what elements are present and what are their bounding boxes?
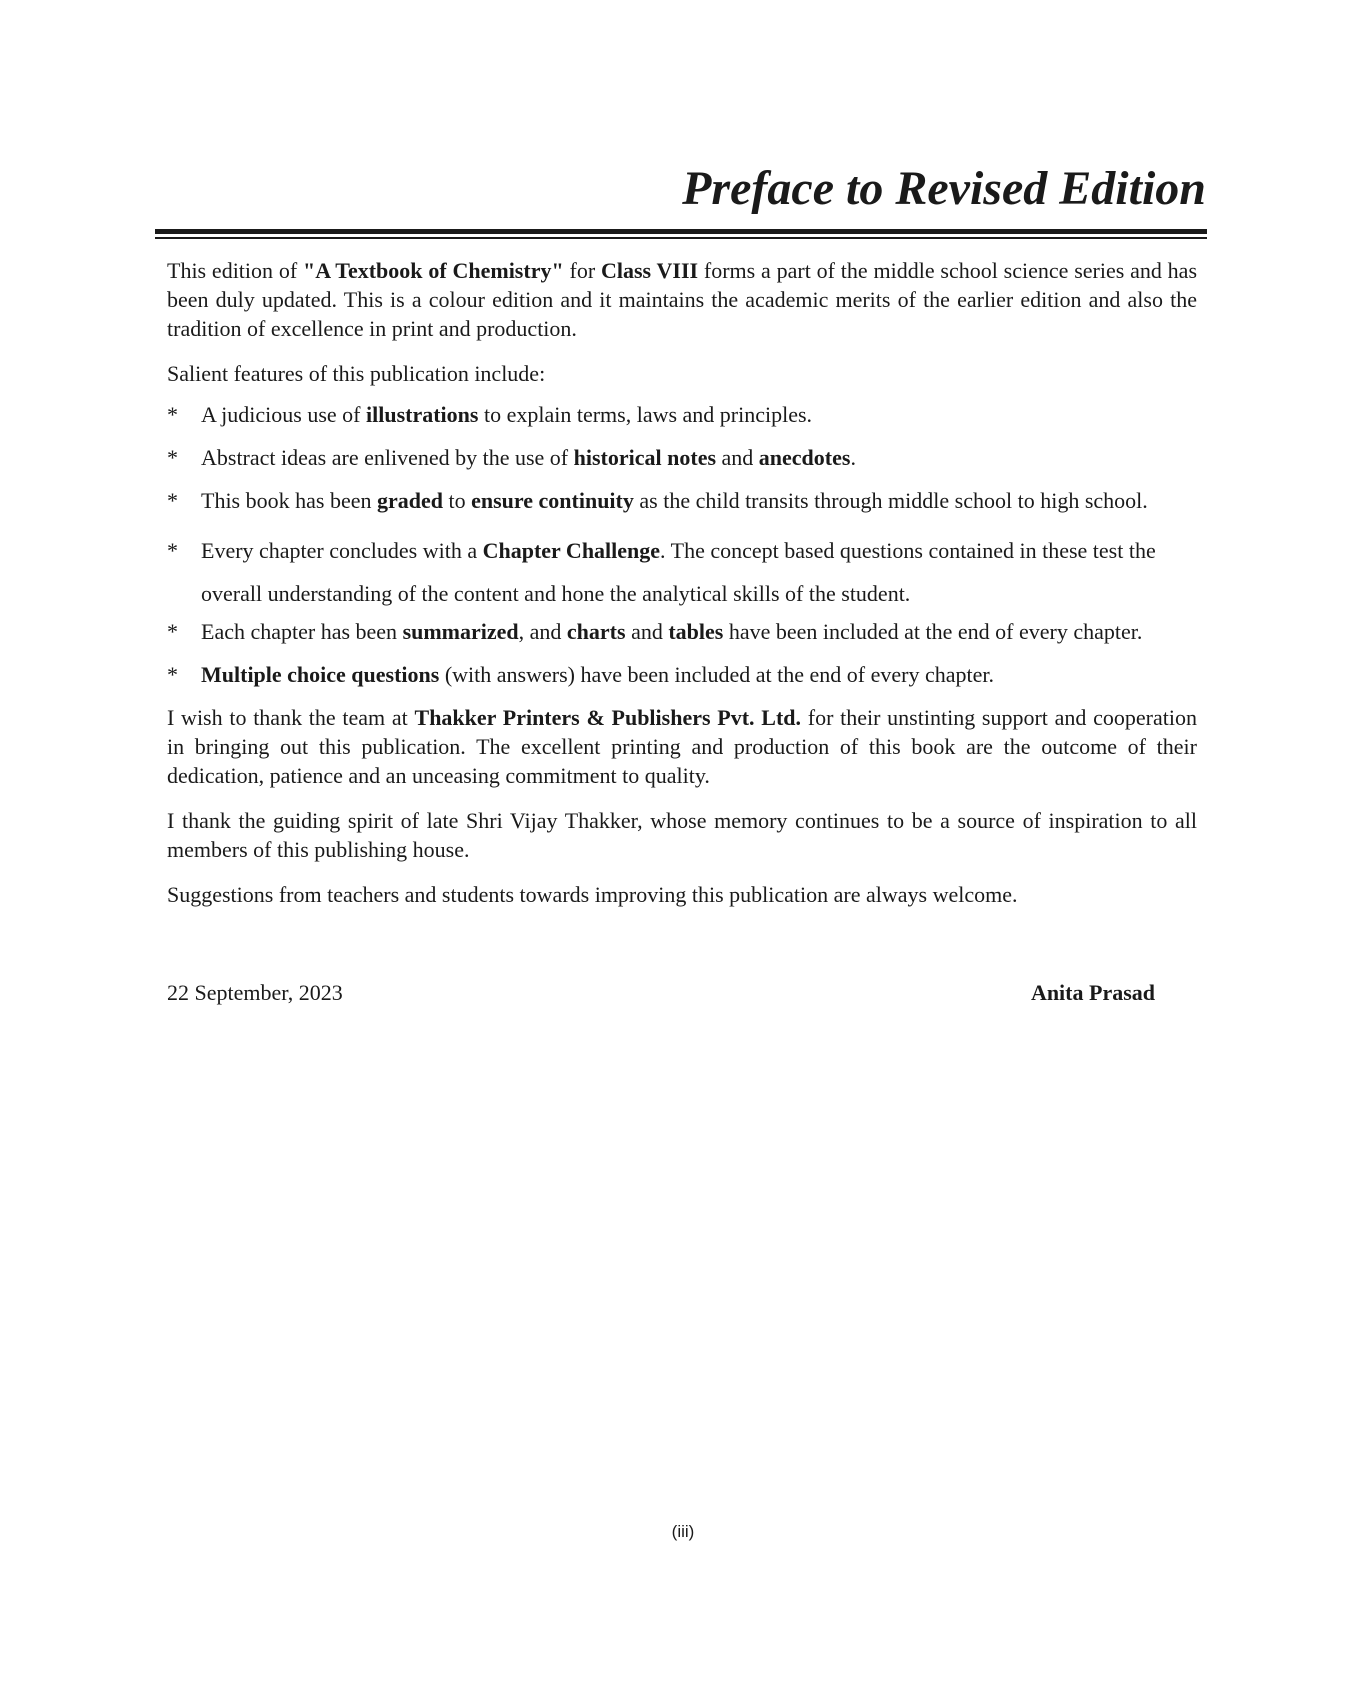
feature-text: This book has been — [201, 488, 377, 513]
feature-text: to explain terms, laws and principles. — [478, 402, 813, 427]
feature-text: , and — [518, 619, 567, 644]
signature-author: Anita Prasad — [1030, 980, 1155, 1005]
feature-emphasis: Multiple choice questions — [201, 662, 440, 687]
preface-body — [167, 256, 1197, 925]
feature-text: to — [442, 488, 472, 513]
feature-emphasis: historical notes — [573, 445, 717, 470]
intro-paragraph — [167, 256, 1197, 343]
feature-text: and — [625, 619, 669, 644]
title-rule-thick — [155, 229, 1207, 234]
feature-text: Abstract ideas are enlivened by the use of — [201, 445, 574, 470]
title-double-rule — [155, 229, 1207, 239]
bullet-asterisk: * — [167, 619, 178, 644]
list-item — [167, 443, 1197, 472]
tribute-paragraph: I thank the guiding spirit of late Shri Vijay Thakker, whose memory continues to be a source of inspiration to all members of this publishing house. — [167, 808, 1197, 862]
feature-text: Each chapter has been — [201, 619, 403, 644]
features-list — [167, 400, 1197, 689]
thanks-paragraph — [167, 703, 1197, 790]
feature-text: and — [716, 445, 759, 470]
page-number: (iii) — [671, 1522, 695, 1541]
intro-text-1: This edition of — [167, 258, 303, 283]
feature-text: as the child transits through middle school to high school. — [633, 488, 1148, 513]
feature-emphasis: illustrations — [366, 402, 479, 427]
suggestions-paragraph: Suggestions from teachers and students towards improving this publication are always welcome. — [167, 882, 1018, 907]
title-rule-thin — [155, 237, 1207, 239]
bullet-asterisk: * — [167, 488, 178, 513]
feature-text: Every chapter concludes with a — [201, 538, 483, 563]
bullet-asterisk: * — [167, 402, 178, 427]
feature-emphasis: summarized — [402, 619, 519, 644]
intro-text-2: for — [563, 258, 601, 283]
list-item — [167, 617, 1197, 646]
feature-emphasis: charts — [566, 619, 626, 644]
bullet-asterisk: * — [167, 538, 178, 563]
intro-text-3: forms a part of the middle school science series and has been duly updated. This is a colour edition and it maintains the academic merits of the earlier edition and also the tradition of excellence in print and production. — [167, 258, 1198, 341]
feature-emphasis: tables — [668, 619, 724, 644]
list-item — [167, 529, 1197, 615]
feature-text: have been included at the end of every chapter. — [723, 619, 1143, 644]
list-item — [167, 400, 1197, 429]
book-title: "A Textbook of Chemistry" — [303, 258, 564, 283]
list-item — [167, 660, 1197, 689]
thanks-text-1: I wish to thank the team at — [167, 705, 415, 730]
signature-date: 22 September, 2023 — [167, 980, 343, 1005]
bullet-asterisk: * — [167, 445, 178, 470]
feature-text: . The concept based questions contained in these test the overall understanding of the content and hone the analytical skills of the student. — [201, 538, 1156, 606]
feature-emphasis: Chapter Challenge — [482, 538, 661, 563]
page-title: Preface to Revised Edition — [682, 162, 1206, 215]
thanks-text-2: for their unstinting support and cooperation in bringing out this publication. The excellent printing and production of this book are the outcome of their dedication, patience and an unceasing commitment to quality. — [167, 705, 1197, 788]
feature-text: . — [850, 445, 856, 470]
feature-text: (with answers) have been included at the end of every chapter. — [439, 662, 995, 687]
class-label: Class VIII — [600, 258, 699, 283]
feature-emphasis: ensure continuity — [471, 488, 634, 513]
features-heading: Salient features of this publication include: — [167, 361, 546, 386]
feature-emphasis: anecdotes — [758, 445, 851, 470]
feature-emphasis: graded — [376, 488, 443, 513]
bullet-asterisk: * — [167, 662, 178, 687]
list-item — [167, 486, 1197, 515]
publisher-name: Thakker Printers & Publishers Pvt. Ltd. — [414, 705, 802, 730]
feature-text: A judicious use of — [201, 402, 366, 427]
